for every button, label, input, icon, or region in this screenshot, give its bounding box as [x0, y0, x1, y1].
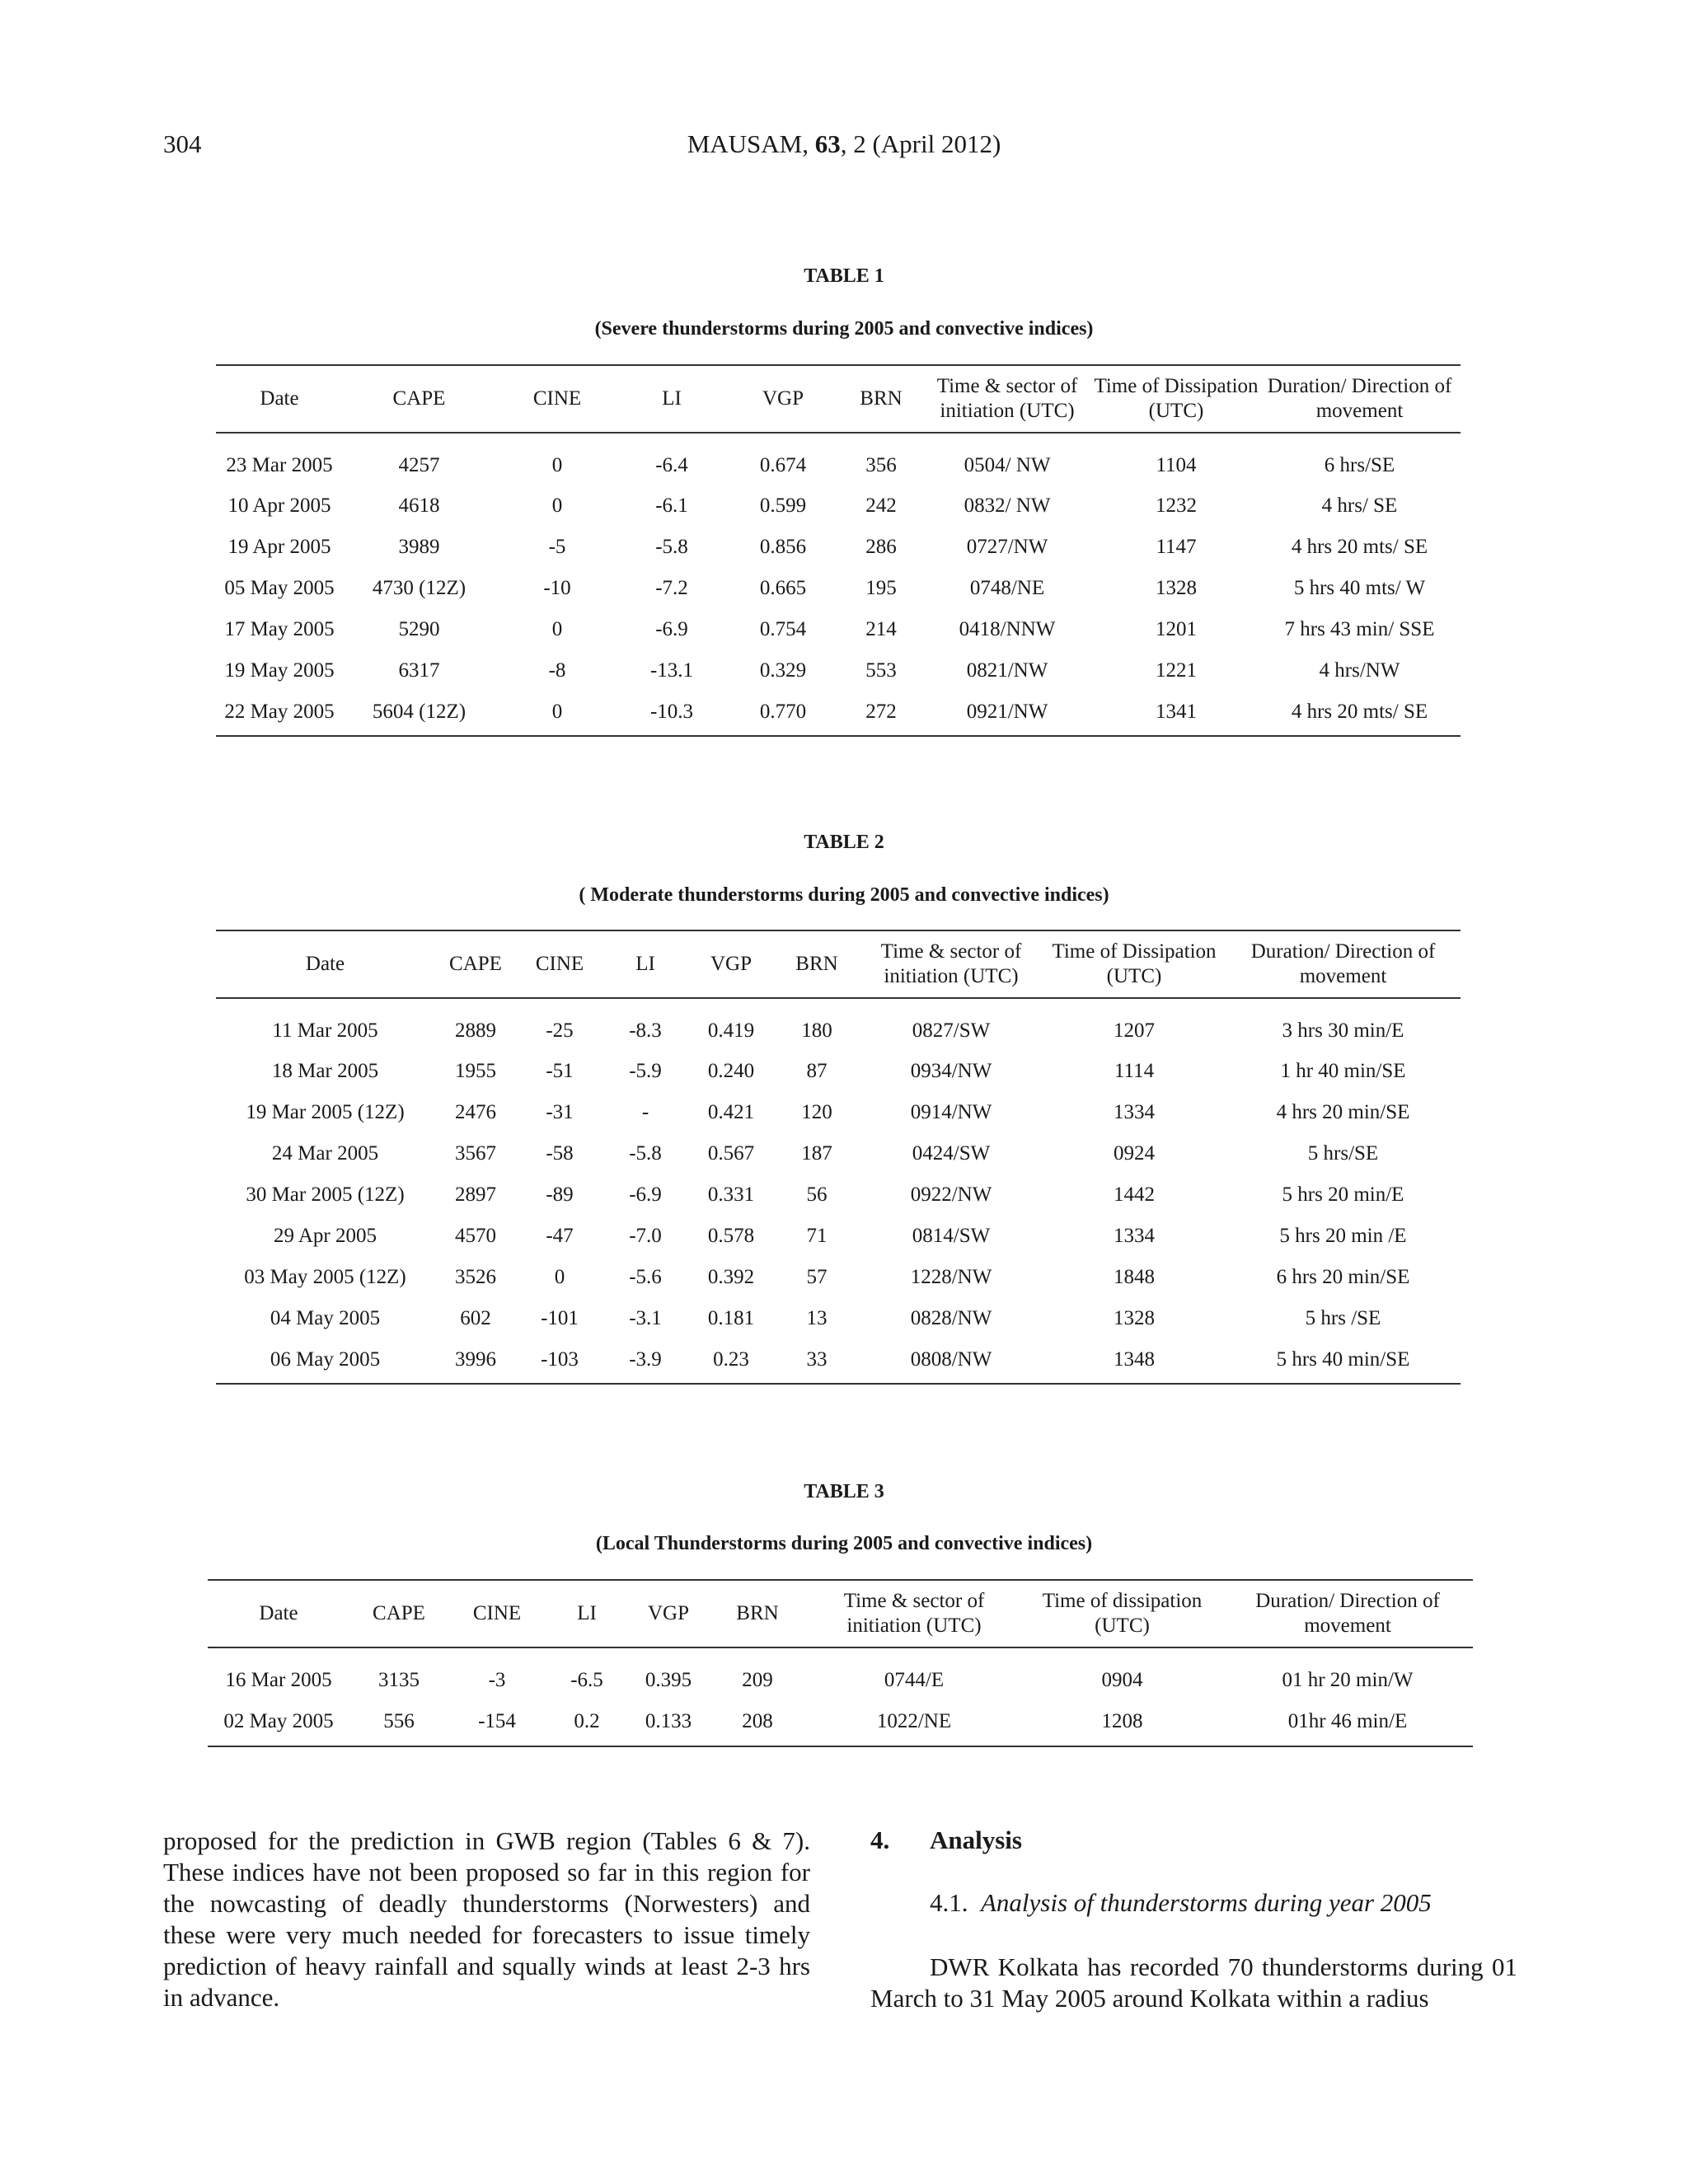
table3-header-6: Time & sector of initiation (UTC): [806, 1580, 1022, 1647]
table1-cell: 4 hrs 20 mts/ SE: [1291, 536, 1428, 558]
table1-cell: -6.4: [655, 453, 688, 476]
table2-header-3: LI: [603, 930, 688, 998]
table2-cell: 3567: [455, 1142, 496, 1165]
table2-cell: -3.1: [629, 1307, 662, 1329]
subsection-title: Analysis of thunderstorms during year 2005: [981, 1888, 1432, 1917]
table2-cell: -25: [546, 1019, 574, 1042]
journal-issue: , 2 (April 2012): [840, 129, 1001, 158]
table1-cell: -8: [548, 659, 566, 682]
table1-body: [216, 433, 1461, 736]
table-row: [216, 1051, 1461, 1092]
table1-cell: 0: [551, 618, 563, 640]
table2-cell: 2897: [455, 1183, 496, 1206]
table3-header-0: Date: [208, 1580, 349, 1647]
table2-header-5: BRN: [774, 930, 860, 998]
table-row: [216, 1133, 1461, 1174]
table2-cell: 2889: [455, 1019, 496, 1042]
table1-cell: 7 hrs 43 min/ SSE: [1284, 618, 1435, 640]
page-number: 304: [163, 129, 202, 158]
table1-cell: 4730 (12Z): [372, 577, 467, 599]
table2-cell: 4570: [455, 1225, 496, 1247]
table2-cell: 29 Apr 2005: [274, 1225, 377, 1247]
table3-cell: 0.2: [574, 1710, 600, 1732]
table2-cell: 0.421: [707, 1101, 755, 1123]
table2-cell: 1848: [1114, 1266, 1155, 1288]
table2-cell: 0.392: [707, 1266, 755, 1288]
table1-caption: (Severe thunderstorms during 2005 and convective indices): [594, 318, 1094, 340]
table2-cell: 3 hrs 30 min/E: [1282, 1019, 1404, 1042]
table1-cell: 4257: [398, 453, 440, 476]
table1-cell: 553: [865, 659, 897, 682]
table2-header-8: Duration/ Direction of movement: [1226, 930, 1461, 998]
table2-cell: 4 hrs 20 min/SE: [1276, 1101, 1410, 1123]
table3-cell: 0744/E: [884, 1669, 945, 1691]
table-row: [216, 568, 1461, 609]
table1-cell: 1201: [1156, 618, 1197, 640]
table2-cell: 120: [801, 1101, 832, 1123]
table-row: [216, 1339, 1461, 1384]
table1-cell: 4 hrs/ SE: [1321, 494, 1398, 517]
table1-header-1: CAPE: [343, 365, 495, 433]
table1-cell: -7.2: [655, 577, 688, 599]
table-row: [216, 650, 1461, 691]
table3-header-1: CAPE: [349, 1580, 448, 1647]
table2: [216, 930, 1461, 1385]
table2-cell: 18 Mar 2005: [271, 1060, 379, 1082]
table3-cell: 3135: [378, 1669, 420, 1691]
table1-cell: 0.754: [759, 618, 807, 640]
table2-cell: 1955: [455, 1060, 496, 1082]
table2-cell: 0.578: [707, 1225, 755, 1247]
table2-cell: -31: [546, 1101, 574, 1123]
left-column-paragraph: proposed for the prediction in GWB region (Tables 6 & 7). These indices have not been proposed so far in this region for the nowcasting of deadly thunderstorms (Norwesters) and these were very much needed for forecasters to issue timely prediction of heavy rainfall and squally winds at least 2-3 hrs in advance.: [163, 1826, 810, 2012]
table2-cell: 6 hrs 20 min/SE: [1276, 1266, 1410, 1288]
table1-cell: 0.329: [759, 659, 807, 682]
table2-cell: -6.9: [629, 1183, 662, 1206]
table3-header-4: VGP: [628, 1580, 709, 1647]
table-row: [216, 1298, 1461, 1339]
table2-cell: 187: [801, 1142, 832, 1165]
table-row: [216, 1174, 1461, 1216]
table1-cell: 356: [865, 453, 897, 476]
table2-header-4: VGP: [688, 930, 774, 998]
table2-header-7: Time of Dissipation (UTC): [1043, 930, 1226, 998]
table1-cell: 0: [551, 494, 563, 517]
table2-cell: 3526: [455, 1266, 496, 1288]
table2-cell: 13: [806, 1307, 828, 1329]
table1-cell: 6317: [398, 659, 440, 682]
table2-cell: 3996: [455, 1347, 496, 1371]
table2-cell: 0814/SW: [912, 1225, 991, 1247]
table2-cell: -101: [541, 1307, 579, 1329]
table2-cell: 1334: [1114, 1225, 1155, 1247]
table1-cell: 10 Apr 2005: [227, 494, 331, 517]
table1-cell: 0: [551, 453, 563, 476]
table1-cell: 0727/NW: [966, 536, 1048, 558]
table1-cell: -5: [548, 536, 566, 558]
table2-cell: 0: [554, 1266, 565, 1288]
table1-cell: 0832/ NW: [964, 494, 1051, 517]
table1-cell: 242: [865, 494, 897, 517]
subsection-number: 4.1.: [930, 1888, 968, 1917]
table1-cell: 0921/NW: [966, 700, 1048, 723]
table3-cell: 01hr 46 min/E: [1287, 1710, 1408, 1732]
table2-header-row: [216, 930, 1461, 998]
table2-cell: 06 May 2005: [270, 1347, 381, 1371]
table2-cell: 11 Mar 2005: [272, 1019, 378, 1042]
table3-body: [208, 1647, 1473, 1746]
table1-header-6: Time & sector of initiation (UTC): [921, 365, 1094, 433]
table1-cell: 0.665: [759, 577, 807, 599]
table2-cell: -7.0: [629, 1225, 662, 1247]
table2-cell: 1228/NW: [910, 1266, 992, 1288]
table3-caption: (Local Thunderstorms during 2005 and convective indices): [595, 1533, 1093, 1554]
table1-cell: 195: [865, 577, 897, 599]
table3-cell: 556: [383, 1710, 415, 1732]
table1-cell: 0.599: [759, 494, 807, 517]
table2-cell: -103: [541, 1347, 579, 1371]
table2-cell: 1348: [1114, 1347, 1155, 1371]
table2-body: [216, 998, 1461, 1384]
table1-cell: 1221: [1156, 659, 1197, 682]
table3-cell: -6.5: [570, 1669, 603, 1691]
section-number: 4.: [870, 1825, 890, 1854]
table1-cell: -6.9: [655, 618, 688, 640]
table3-header-2: CINE: [448, 1580, 546, 1647]
table1-cell: 1232: [1156, 494, 1197, 517]
table2-cell: -47: [546, 1225, 574, 1247]
table2-cell: 0.419: [707, 1019, 755, 1042]
table2-cell: 1114: [1114, 1060, 1155, 1082]
table2-header-1: CAPE: [434, 930, 517, 998]
table3-cell: 01 hr 20 min/W: [1282, 1669, 1414, 1691]
table3-cell: 209: [742, 1669, 773, 1691]
table2-cell: -5.6: [629, 1266, 662, 1288]
table3-header-row: [208, 1580, 1473, 1647]
table1-cell: 4 hrs 20 mts/ SE: [1291, 700, 1428, 723]
table-row: [208, 1701, 1473, 1746]
table2-cell: 04 May 2005: [270, 1307, 381, 1329]
table1-cell: 0504/ NW: [964, 453, 1051, 476]
table2-header-0: Date: [216, 930, 434, 998]
subsection-heading: [930, 1888, 1432, 1918]
table2-cell: 1328: [1114, 1307, 1155, 1329]
table1-header-4: VGP: [724, 365, 842, 433]
table2-cell: 0808/NW: [910, 1347, 992, 1371]
table2-cell: 03 May 2005 (12Z): [244, 1266, 406, 1288]
table2-cell: 0.23: [713, 1347, 749, 1371]
table2-cell: 5 hrs /SE: [1305, 1307, 1381, 1329]
table2-cell: 5 hrs 20 min /E: [1279, 1225, 1407, 1247]
table3-cell: 0904: [1101, 1669, 1143, 1691]
table2-cell: 57: [806, 1266, 828, 1288]
table-row: [216, 609, 1461, 650]
table1-cell: -13.1: [649, 659, 694, 682]
table3-header-8: Duration/ Direction of movement: [1222, 1580, 1473, 1647]
table1-cell: 5290: [398, 618, 440, 640]
journal-volume: 63: [814, 129, 841, 158]
table2-cell: 1207: [1114, 1019, 1155, 1042]
table2-cell: 0914/NW: [910, 1101, 992, 1123]
table3-cell: 0.395: [645, 1669, 692, 1691]
table2-cell: -58: [546, 1142, 574, 1165]
table3-header-7: Time of dissipation (UTC): [1022, 1580, 1222, 1647]
table-row: [216, 1257, 1461, 1298]
table1-header-0: Date: [216, 365, 343, 433]
table2-cell: 1334: [1114, 1101, 1155, 1123]
table1-cell: 0748/NE: [969, 577, 1045, 599]
table2-cell: 87: [806, 1060, 828, 1082]
table3-title: TABLE 3: [804, 1481, 884, 1502]
table1-cell: 5 hrs 40 mts/ W: [1293, 577, 1426, 599]
table2-cell: 1 hr 40 min/SE: [1280, 1060, 1406, 1082]
table1-title: TABLE 1: [804, 265, 884, 287]
table2-cell: 0922/NW: [910, 1183, 992, 1206]
table1-cell: 3989: [398, 536, 440, 558]
table1-header-row: [216, 365, 1461, 433]
table1-header-8: Duration/ Direction of movement: [1259, 365, 1461, 433]
table3-cell: 208: [742, 1710, 773, 1732]
table3-cell: -3: [488, 1669, 506, 1691]
table3-header-5: BRN: [709, 1580, 806, 1647]
table-row: [208, 1647, 1473, 1701]
table2-cell: -5.9: [629, 1060, 662, 1082]
table3-cell: 0.133: [645, 1710, 692, 1732]
table1-cell: 1328: [1156, 577, 1197, 599]
table2-cell: 0.240: [707, 1060, 755, 1082]
table3: [208, 1579, 1473, 1747]
table-row: [216, 433, 1461, 485]
table1: [216, 364, 1461, 737]
table2-cell: 71: [806, 1225, 828, 1247]
table2-cell: 19 Mar 2005 (12Z): [246, 1101, 405, 1123]
table-row: [216, 691, 1461, 736]
table1-cell: 1341: [1156, 700, 1197, 723]
table1-header-7: Time of Dissipation (UTC): [1094, 365, 1259, 433]
table2-cell: -51: [546, 1060, 574, 1082]
table2-cell: 1442: [1114, 1183, 1155, 1206]
table2-cell: 0924: [1114, 1142, 1155, 1165]
table2-cell: 56: [806, 1183, 828, 1206]
journal-header: [0, 129, 1688, 159]
table1-cell: 05 May 2005: [224, 577, 335, 599]
table1-cell: 0.674: [759, 453, 807, 476]
table2-cell: -8.3: [629, 1019, 662, 1042]
table3-cell: 02 May 2005: [223, 1710, 334, 1732]
table1-cell: -10.3: [649, 700, 694, 723]
table1-cell: 286: [865, 536, 897, 558]
table-row: [216, 485, 1461, 527]
table3-header-3: LI: [546, 1580, 628, 1647]
table-row: [216, 1092, 1461, 1133]
table2-cell: 2476: [455, 1101, 496, 1123]
table2-cell: 24 Mar 2005: [271, 1142, 379, 1165]
table1-cell: 4618: [398, 494, 440, 517]
table2-caption: ( Moderate thunderstorms during 2005 and convective indices): [579, 884, 1109, 906]
table2-cell: 180: [801, 1019, 832, 1042]
table1-cell: 6 hrs/SE: [1324, 453, 1395, 476]
table2-cell: 0934/NW: [910, 1060, 992, 1082]
table2-cell: 0.331: [707, 1183, 755, 1206]
table3-cell: 16 Mar 2005: [225, 1669, 332, 1691]
table1-header-3: LI: [619, 365, 724, 433]
table1-cell: 0418/NNW: [959, 618, 1056, 640]
table2-cell: 0424/SW: [912, 1142, 991, 1165]
table2-cell: 602: [460, 1307, 491, 1329]
table-row: [216, 527, 1461, 568]
table1-cell: 214: [865, 618, 897, 640]
table1-cell: -6.1: [655, 494, 688, 517]
table2-cell: 30 Mar 2005 (12Z): [246, 1183, 405, 1206]
table3-cell: 1208: [1101, 1710, 1143, 1732]
table2-cell: -3.9: [629, 1347, 662, 1371]
table2-cell: -: [641, 1101, 649, 1123]
table1-cell: 4 hrs/NW: [1319, 659, 1400, 682]
table1-cell: 0.770: [759, 700, 807, 723]
table2-header-2: CINE: [517, 930, 603, 998]
table2-cell: 5 hrs 40 min/SE: [1276, 1347, 1410, 1371]
table1-cell: 19 May 2005: [224, 659, 335, 682]
table-row: [216, 1216, 1461, 1257]
table2-cell: 33: [806, 1347, 828, 1371]
table2-cell: 5 hrs 20 min/E: [1282, 1183, 1404, 1206]
table1-cell: -5.8: [655, 536, 688, 558]
table3-cell: 1022/NE: [876, 1710, 952, 1732]
table1-cell: 1104: [1156, 453, 1197, 476]
table2-cell: -89: [546, 1183, 574, 1206]
table1-cell: 23 Mar 2005: [226, 453, 333, 476]
table2-title: TABLE 2: [804, 832, 884, 853]
right-column-paragraph: DWR Kolkata has recorded 70 thunderstorms during 01 March to 31 May 2005 around Kolkata within a radius: [870, 1952, 1517, 2013]
table1-cell: 0.856: [759, 536, 807, 558]
table2-cell: 5 hrs/SE: [1307, 1142, 1379, 1165]
table2-cell: -5.8: [629, 1142, 662, 1165]
table1-header-5: BRN: [842, 365, 921, 433]
table1-cell: 0: [551, 700, 563, 723]
table2-cell: 0.181: [707, 1307, 755, 1329]
table2-cell: 0828/NW: [910, 1307, 992, 1329]
table1-cell: 19 Apr 2005: [227, 536, 331, 558]
table-row: [216, 998, 1461, 1051]
table3-cell: -154: [478, 1710, 516, 1732]
table1-cell: -10: [543, 577, 571, 599]
journal-name: MAUSAM,: [687, 129, 809, 158]
table1-cell: 0821/NW: [966, 659, 1048, 682]
table2-header-6: Time & sector of initiation (UTC): [860, 930, 1043, 998]
table1-cell: 17 May 2005: [224, 618, 335, 640]
table1-cell: 1147: [1156, 536, 1197, 558]
table1-header-2: CINE: [495, 365, 619, 433]
section-title: Analysis: [930, 1825, 1022, 1854]
table1-cell: 272: [865, 700, 897, 723]
table1-cell: 22 May 2005: [224, 700, 335, 723]
table2-cell: 0.567: [707, 1142, 755, 1165]
table2-cell: 0827/SW: [912, 1019, 991, 1042]
table1-cell: 5604 (12Z): [372, 700, 467, 723]
